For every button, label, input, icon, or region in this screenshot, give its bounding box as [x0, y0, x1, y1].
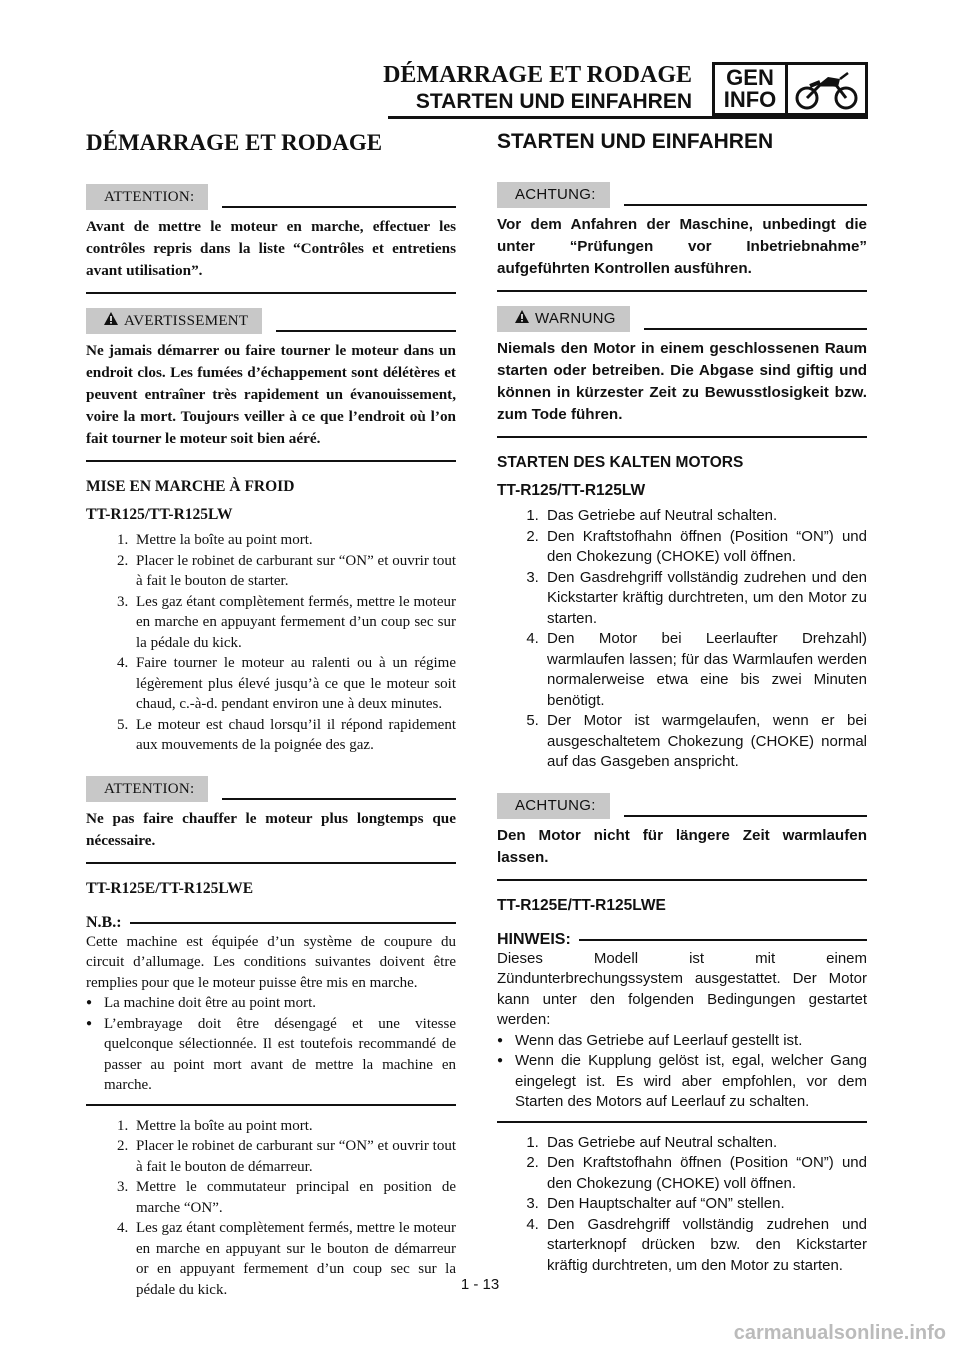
steps-list	[86, 530, 456, 756]
warning-label-box	[86, 308, 262, 335]
attention-text: Ne pas faire chauffer le moteur plus longtemps que nécessaire.	[86, 808, 456, 864]
warning-text: Niemals den Motor in einem geschlossenen Raum starten oder betreiben. Die Abgase sind giftig und können in kürzester Zeit zu Bewusstlosigkeit bzw. zum Tode führen.	[497, 338, 867, 438]
attention-label: ACHTUNG:	[497, 793, 610, 819]
steps-list	[497, 506, 867, 773]
model-heading: TT-R125E/TT-R125LWE	[497, 896, 666, 914]
list-item: ● Wenn das Getriebe auf Leerlauf gestellt ist.	[497, 1031, 867, 1052]
attention-label: ATTENTION:	[86, 184, 208, 210]
attention-label: ACHTUNG:	[497, 182, 610, 208]
attention-text: Den Motor nicht für längere Zeit warmlaufen lassen.	[497, 825, 867, 881]
warning-tag-de	[497, 306, 867, 332]
note-bullets	[497, 1031, 867, 1113]
list-item: 2. Placer le robinet de carburant sur “ON” et ouvrir tout à fait le bouton de starter.	[132, 551, 456, 592]
cold-start-title: MISE EN MARCHE À FROID	[86, 478, 295, 495]
dirt-bike-icon	[788, 62, 868, 116]
list-item: 5. Der Motor ist warmgelaufen, wenn er bei ausgeschaltetem Chokezung (CHOKE) normal auf das Gasgeben anspricht.	[543, 711, 867, 773]
model-heading: TT-R125/TT-R125LW	[497, 482, 646, 499]
warning-label: WARNUNG	[535, 309, 616, 327]
warning-label-box	[497, 306, 630, 332]
list-item: 2. Placer le robinet de carburant sur “ON” et ouvrir tout à fait le bouton de démarreur.	[132, 1136, 456, 1177]
list-item: 2. Den Kraftstofhahn öffnen (Position “ON”) und den Chokezung (CHOKE) voll öffnen.	[543, 1153, 867, 1194]
column-german	[497, 125, 867, 1276]
attention-text: Vor dem Anfahren der Maschine, unbedingt die unter “Prüfungen vor Inbetriebnahme” aufgeführten Kontrollen ausführen.	[497, 214, 867, 292]
note-text: Cette machine est équipée d’un système de coupure du circuit d’allumage. Les conditions suivantes doivent être remplies pour que le moteur puisse être mis en marche.	[86, 933, 456, 991]
list-item: 4. Den Motor bei Leerlaufter Drehzahl) warmlaufen lassen; für das Warmlaufen werden normalerweise etwa eine bis zwei Minuten benötigt.	[543, 629, 867, 711]
header-title-de: STARTEN UND EINFAHREN	[415, 90, 692, 113]
cold-start-title: STARTEN DES KALTEN MOTORS	[497, 454, 744, 471]
note-label: HINWEIS:	[497, 930, 571, 948]
divider	[86, 1104, 456, 1106]
steps-list	[86, 1116, 456, 1301]
list-item: ● L’embrayage doit être désengagé et une vitesse quelconque sélectionnée. Il est toutefois recommandé de passer au point mort avant de mettre la machine en marche.	[86, 1014, 456, 1096]
note-heading	[86, 914, 456, 932]
tab-line2: INFO	[723, 87, 777, 112]
list-item: 1. Mettre la boîte au point mort.	[132, 530, 456, 551]
gen-info-tab	[712, 62, 788, 116]
list-item: 3. Den Gasdrehgriff vollständig zudrehen und den Kickstarter kräftig durchtreten, um den Motor zu starten.	[543, 568, 867, 630]
warning-triangle-icon	[515, 307, 529, 331]
attention-label: ATTENTION:	[86, 776, 208, 802]
page-number: 1 - 13	[460, 1276, 500, 1293]
attention-tag-fr	[86, 184, 456, 210]
list-item: 4. Den Gasdrehgriff vollständig zudrehen und starterknopf drücken bzw. den Kickstarter kräftig durchtreten, um den Motor zu starten.	[543, 1215, 867, 1277]
section-title-fr: DÉMARRAGE ET RODAGE	[86, 130, 383, 155]
column-french	[86, 125, 456, 1300]
list-item: 3. Den Hauptschalter auf “ON” stellen.	[543, 1194, 867, 1215]
attention-tag-de-2	[497, 793, 867, 819]
attention-text: Avant de mettre le moteur en marche, effectuer les contrôles repris dans la liste “Contrôles et entretiens avant utilisation”.	[86, 216, 456, 294]
warning-triangle-icon	[104, 309, 118, 333]
note-bullets	[86, 993, 456, 1096]
list-item: 1. Das Getriebe auf Neutral schalten.	[543, 1133, 867, 1154]
tab-line1: GEN	[726, 65, 774, 90]
watermark: carmanualsonline.info	[733, 1322, 946, 1344]
list-item: 4. Faire tourner le moteur au ralenti ou à un régime légèrement plus élevé jusqu’à ce que le moteur soit chaud, c.-à-d. pendant environ une à deux minutes.	[132, 653, 456, 715]
list-item: ● Wenn die Kupplung gelöst ist, egal, welcher Gang eingelegt ist. Es wird aber empfohlen, vor dem Starten des Motors auf Leerlauf zu schalten.	[497, 1051, 867, 1113]
warning-text: Ne jamais démarrer ou faire tourner le moteur dans un endroit clos. Les fumées d’échappement sont délétères et peuvent entraîner très rapidement un évanouissement, voire la mort. Toujours veiller à ce que l’endroit où l’on fait tourner le moteur soit bien aéré.	[86, 340, 456, 462]
list-item: 3. Mettre le commutateur principal en position de marche “ON”.	[132, 1177, 456, 1218]
list-item: 1. Das Getriebe auf Neutral schalten.	[543, 506, 867, 527]
divider	[497, 1121, 867, 1123]
note-text: Dieses Modell ist mit einem Zündunterbrechungssystem ausgestattet. Der Motor kann unter den folgenden Bedingungen gestartet werden:	[497, 949, 867, 1028]
list-item: 2. Den Kraftstofhahn öffnen (Position “ON”) und den Chokezung (CHOKE) voll öffnen.	[543, 527, 867, 568]
attention-tag-de	[497, 182, 867, 208]
model-heading: TT-R125/TT-R125LW	[86, 506, 233, 523]
warning-label: AVERTISSEMENT	[124, 312, 249, 329]
section-title-de: STARTEN UND EINFAHREN	[497, 130, 774, 153]
list-item: 3. Les gaz étant complètement fermés, mettre le moteur en marche en appuyant fermement d’un coup sec sur la pédale du kick.	[132, 592, 456, 654]
list-item: 1. Mettre la boîte au point mort.	[132, 1116, 456, 1137]
header-title-fr: DÉMARRAGE ET RODAGE	[383, 62, 692, 88]
note-heading	[497, 931, 867, 949]
steps-list	[497, 1133, 867, 1277]
list-item: 5. Le moteur est chaud lorsqu’il il répond rapidement aux mouvements de la poignée des gaz.	[132, 715, 456, 756]
attention-tag-fr-2	[86, 776, 456, 802]
warning-tag-fr	[86, 308, 456, 334]
list-item: ● La machine doit être au point mort.	[86, 993, 456, 1014]
note-label: N.B.:	[86, 913, 122, 931]
list-item: 4. Les gaz étant complètement fermés, mettre le moteur en marche en appuyant sur le bouton de démarreur or en appuyant fermement d’un coup sec sur la pédale du kick.	[132, 1218, 456, 1300]
model-heading: TT-R125E/TT-R125LWE	[86, 879, 254, 897]
